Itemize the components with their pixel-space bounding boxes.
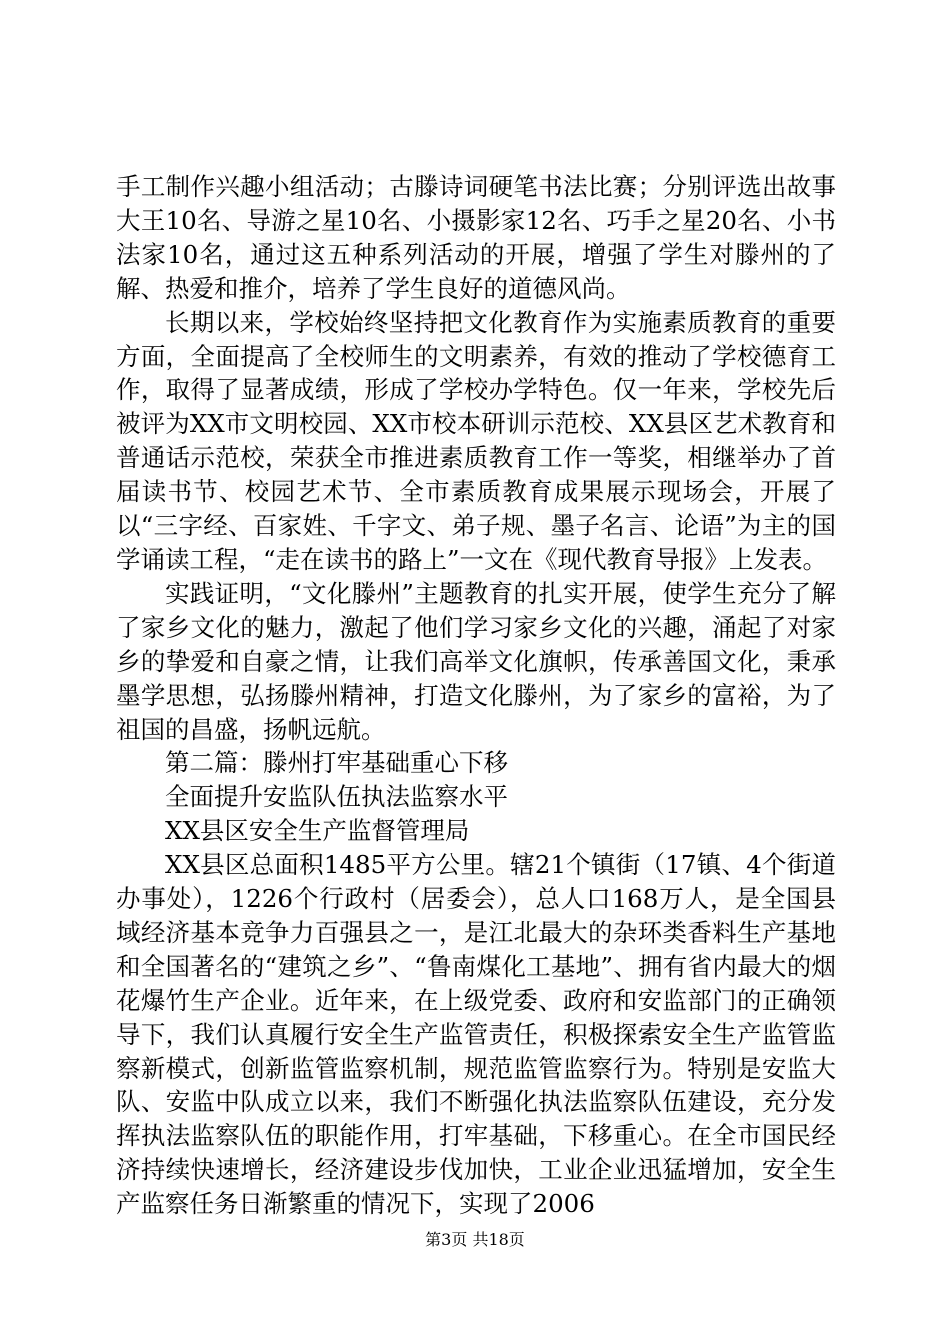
paragraph-3: 实践证明，“文化滕州”主题教育的扎实开展，使学生充分了解了家乡文化的魅力，激起了他们学习家乡文化的兴趣，涌起了对家乡的挚爱和自豪之情，让我们高举文化旗帜，传承善国文化，秉承墨学思想，弘扬滕州精神，打造文化滕州，为了家乡的富裕，为了祖国的昌盛，扬帆远航。 (116, 578, 836, 744)
paragraph-2: 长期以来，学校始终坚持把文化教育作为实施素质教育的重要方面，全面提高了全校师生的文明素养，有效的推动了学校德育工作，取得了显著成绩，形成了学校办学特色。仅一年来，学校先后被评为XX市文明校园、XX市校本研训示范校、XX县区艺术教育和普通话示范校，荣获全市推进素质教育工作一等奖，相继举办了首届读书节、校园艺术节、全市素质教育成果展示现场会，开展了以“三字经、百家姓、千字文、弟子规、墨子名言、论语”为主的国学诵读工程，“走在读书的路上”一文在《现代教育导报》上发表。 (116, 307, 836, 574)
paragraph-4: XX县区总面积1485平方公里。辖21个镇街（17镇、4个街道办事处），1226个行政村（居委会），总人口168万人，是全国县域经济基本竞争力百强县之一，是江北最大的杂环类香料生产基地和全国著名的“建筑之乡”、“鲁南煤化工基地”、拥有省内最大的烟花爆竹生产企业。近年来，在上级党委、政府和安监部门的正确领导下，我们认真履行安全生产监管责任，积极探索安全生产监管监察新模式，创新监管监察机制，规范监管监察行为。特别是安监大队、安监中队成立以来，我们不断强化执法监察队伍建设，充分发挥执法监察队伍的职能作用，打牢基础，下移重心。在全市国民经济持续快速增长，经济建设步伐加快，工业企业迅猛增加，安全生产监察任务日渐繁重的情况下，实现了2006 (116, 850, 836, 1219)
section-title: 第二篇：滕州打牢基础重心下移 (165, 748, 508, 778)
document-body (116, 170, 836, 1221)
page-number-label: 第3页 共18页 (425, 1230, 525, 1249)
page-footer (0, 1230, 950, 1250)
paragraph-1: 手工制作兴趣小组活动；古滕诗词硬笔书法比赛；分别评选出故事大王10名、导游之星10名、小摄影家12名、巧手之星20名、小书法家10名，通过这五种系列活动的开展，增强了学生对滕州的了解、热爱和推介，培养了学生良好的道德风尚。 (116, 172, 836, 303)
section-subtitle: 全面提升安监队伍执法监察水平 (165, 782, 508, 812)
section-author: XX县区安全生产监督管理局 (165, 816, 470, 846)
